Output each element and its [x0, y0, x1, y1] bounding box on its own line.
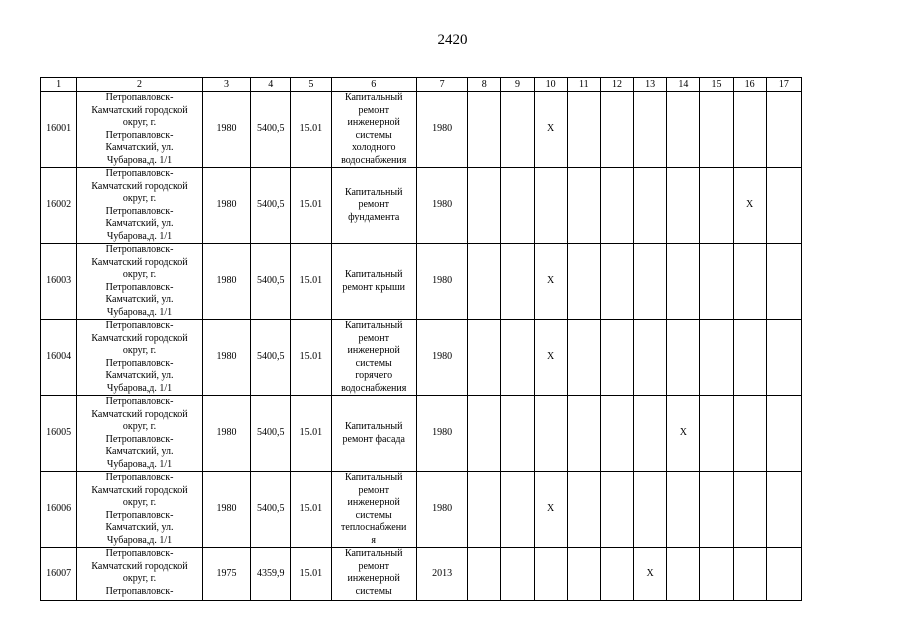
code-cell: 15.01 — [291, 396, 331, 472]
year-cell: 1980 — [416, 472, 467, 548]
work-type-cell-line: системы — [355, 357, 392, 369]
column-number-16: 16 — [733, 78, 766, 92]
empty-cell-col-13 — [634, 244, 667, 320]
empty-cell-col-13 — [634, 396, 667, 472]
code-cell: 15.01 — [291, 320, 331, 396]
address-cell-line: Петропавловск- — [105, 433, 174, 445]
year-built-cell: 1980 — [202, 396, 250, 472]
empty-cell-col-14 — [667, 472, 700, 548]
work-type-cell-line: фундамента — [348, 211, 400, 223]
code-cell: 15.01 — [291, 168, 331, 244]
area-cell: 5400,5 — [251, 92, 291, 168]
page-number: 2420 — [437, 32, 468, 48]
address-cell — [77, 472, 203, 548]
address-cell-line: Петропавловск- — [105, 320, 174, 331]
empty-cell-col-15 — [700, 472, 733, 548]
address-cell-line: Камчатский, ул. — [105, 522, 174, 533]
column-number-4: 4 — [251, 78, 291, 92]
area-cell: 5400,5 — [251, 244, 291, 320]
column-number-5: 5 — [291, 78, 331, 92]
empty-cell-col-15 — [700, 396, 733, 472]
empty-cell-col-16 — [733, 548, 766, 601]
table-row — [41, 472, 802, 548]
registry-table — [40, 77, 802, 601]
year-built-cell: 1980 — [202, 320, 250, 396]
empty-cell-col-16 — [733, 244, 766, 320]
address-cell-line: Камчатский городской — [91, 408, 188, 420]
empty-cell-col-13 — [634, 168, 667, 244]
column-number-12: 12 — [600, 78, 633, 92]
year-cell: 1980 — [416, 92, 467, 168]
area-cell: 5400,5 — [251, 472, 291, 548]
address-cell — [77, 92, 203, 168]
empty-cell-col-11 — [567, 472, 600, 548]
table-row — [41, 244, 802, 320]
empty-cell-col-12 — [600, 396, 633, 472]
empty-cell-col-12 — [600, 92, 633, 168]
address-cell-line: Петропавловск- — [105, 281, 174, 293]
empty-cell-col-14 — [667, 168, 700, 244]
work-type-cell-line: ремонт — [358, 484, 389, 496]
empty-cell-col-8 — [468, 548, 501, 601]
empty-cell-col-17 — [766, 396, 801, 472]
column-number-6: 6 — [331, 78, 416, 92]
address-cell-line: Петропавловск- — [105, 585, 174, 597]
empty-cell-col-10 — [534, 548, 567, 601]
address-cell-line: Чубарова,д. 1/1 — [106, 382, 173, 394]
mark-cell-col-10: X — [534, 244, 567, 320]
empty-cell-col-8 — [468, 396, 501, 472]
empty-cell-col-8 — [468, 244, 501, 320]
work-type-cell — [331, 548, 416, 601]
address-cell — [77, 396, 203, 472]
empty-cell-col-17 — [766, 548, 801, 601]
address-cell-line: Камчатский, ул. — [105, 218, 174, 229]
empty-cell-col-16 — [733, 396, 766, 472]
column-number-14: 14 — [667, 78, 700, 92]
work-type-cell-line: ремонт крыши — [342, 281, 406, 293]
empty-cell-col-13 — [634, 320, 667, 396]
empty-cell-col-16 — [733, 472, 766, 548]
address-cell-line: округ, г. — [122, 117, 157, 128]
code-cell: 15.01 — [291, 548, 331, 601]
record-id-cell: 16007 — [41, 548, 77, 601]
address-cell-line: Петропавловск- — [105, 357, 174, 369]
empty-cell-col-15 — [700, 320, 733, 396]
empty-cell-col-11 — [567, 92, 600, 168]
work-type-cell-line: водоснабжения — [341, 154, 407, 166]
work-type-cell-line: системы — [355, 129, 392, 141]
column-number-1: 1 — [41, 78, 77, 92]
work-type-cell — [331, 320, 416, 396]
empty-cell-col-10 — [534, 396, 567, 472]
work-type-cell — [331, 396, 416, 472]
address-cell-line: Камчатский городской — [91, 180, 188, 192]
column-number-2: 2 — [77, 78, 203, 92]
empty-cell-col-14 — [667, 92, 700, 168]
work-type-cell-line: холодного — [351, 142, 396, 153]
empty-cell-col-13 — [634, 92, 667, 168]
column-number-8: 8 — [468, 78, 501, 92]
column-number-13: 13 — [634, 78, 667, 92]
empty-cell-col-15 — [700, 168, 733, 244]
work-type-cell-line: ремонт — [358, 560, 389, 572]
code-cell: 15.01 — [291, 472, 331, 548]
address-cell-line: Чубарова,д. 1/1 — [106, 154, 173, 166]
mark-cell-col-10: X — [534, 92, 567, 168]
year-cell: 1980 — [416, 320, 467, 396]
empty-cell-col-17 — [766, 244, 801, 320]
address-cell-line: округ, г. — [122, 269, 157, 280]
work-type-cell — [331, 168, 416, 244]
work-type-cell-line: Капитальный — [344, 421, 403, 432]
year-built-cell: 1980 — [202, 472, 250, 548]
address-cell-line: Чубарова,д. 1/1 — [106, 306, 173, 318]
empty-cell-col-12 — [600, 244, 633, 320]
address-cell-line: Камчатский городской — [91, 560, 188, 572]
address-cell-line: Камчатский, ул. — [105, 142, 174, 153]
empty-cell-col-11 — [567, 548, 600, 601]
empty-cell-col-12 — [600, 320, 633, 396]
mark-cell-col-14: X — [667, 396, 700, 472]
table-row — [41, 320, 802, 396]
empty-cell-col-12 — [600, 168, 633, 244]
column-number-9: 9 — [501, 78, 534, 92]
mark-cell-col-16: X — [733, 168, 766, 244]
address-cell — [77, 168, 203, 244]
empty-cell-col-9 — [501, 320, 534, 396]
empty-cell-col-8 — [468, 320, 501, 396]
address-cell-line: Чубарова,д. 1/1 — [106, 458, 173, 470]
record-id-cell: 16003 — [41, 244, 77, 320]
column-number-10: 10 — [534, 78, 567, 92]
address-cell-line: Петропавловск- — [105, 129, 174, 141]
year-built-cell: 1975 — [202, 548, 250, 601]
column-number-15: 15 — [700, 78, 733, 92]
address-cell-line: округ, г. — [122, 345, 157, 356]
address-cell-line: Камчатский городской — [91, 332, 188, 344]
code-cell: 15.01 — [291, 244, 331, 320]
work-type-cell-line: системы — [355, 585, 392, 597]
empty-cell-col-15 — [700, 244, 733, 320]
empty-cell-col-9 — [501, 244, 534, 320]
empty-cell-col-8 — [468, 168, 501, 244]
empty-cell-col-13 — [634, 472, 667, 548]
address-cell-line: Камчатский городской — [91, 104, 188, 116]
address-cell-line: Камчатский городской — [91, 484, 188, 496]
empty-cell-col-17 — [766, 320, 801, 396]
year-cell: 1980 — [416, 396, 467, 472]
address-cell-line: округ, г. — [122, 193, 157, 204]
empty-cell-col-11 — [567, 168, 600, 244]
address-cell-line: Камчатский городской — [91, 256, 188, 268]
empty-cell-col-17 — [766, 92, 801, 168]
work-type-cell-line: Капитальный — [344, 92, 403, 103]
work-type-cell-line: инженерной — [347, 117, 400, 128]
address-cell-line: Камчатский, ул. — [105, 370, 174, 381]
work-type-cell-line: горячего — [355, 370, 393, 381]
mark-cell-col-13: X — [634, 548, 667, 601]
record-id-cell: 16006 — [41, 472, 77, 548]
table-row — [41, 92, 802, 168]
table-row — [41, 548, 802, 601]
work-type-cell — [331, 472, 416, 548]
empty-cell-col-8 — [468, 472, 501, 548]
address-cell — [77, 548, 203, 601]
address-cell — [77, 320, 203, 396]
column-number-3: 3 — [202, 78, 250, 92]
year-cell: 1980 — [416, 244, 467, 320]
work-type-cell-line: ремонт фасада — [342, 433, 405, 445]
work-type-cell-line: системы — [355, 509, 392, 521]
address-cell-line: Чубарова,д. 1/1 — [106, 534, 173, 546]
table-row — [41, 168, 802, 244]
empty-cell-col-11 — [567, 244, 600, 320]
address-cell-line: округ, г. — [122, 573, 157, 584]
empty-cell-col-11 — [567, 320, 600, 396]
work-type-cell-line: Капитальный — [344, 269, 403, 280]
address-cell-line: Петропавловск- — [105, 205, 174, 217]
work-type-cell-line: водоснабжения — [341, 382, 407, 394]
column-number-17: 17 — [766, 78, 801, 92]
area-cell: 4359,9 — [251, 548, 291, 601]
address-cell-line: Петропавловск- — [105, 472, 174, 483]
address-cell-line: Петропавловск- — [105, 92, 174, 103]
empty-cell-col-9 — [501, 472, 534, 548]
work-type-cell-line: ремонт — [358, 332, 389, 344]
address-cell-line: округ, г. — [122, 421, 157, 432]
work-type-cell-line: Капитальный — [344, 548, 403, 559]
year-cell: 1980 — [416, 168, 467, 244]
empty-cell-col-17 — [766, 472, 801, 548]
empty-cell-col-9 — [501, 396, 534, 472]
work-type-cell-line: инженерной — [347, 497, 400, 508]
empty-cell-col-14 — [667, 244, 700, 320]
empty-cell-col-9 — [501, 168, 534, 244]
empty-cell-col-17 — [766, 168, 801, 244]
area-cell: 5400,5 — [251, 168, 291, 244]
address-cell — [77, 244, 203, 320]
empty-cell-col-8 — [468, 92, 501, 168]
table-row — [41, 396, 802, 472]
column-number-row — [41, 78, 802, 92]
empty-cell-col-9 — [501, 92, 534, 168]
address-cell-line: Петропавловск- — [105, 509, 174, 521]
work-type-cell — [331, 244, 416, 320]
empty-cell-col-12 — [600, 548, 633, 601]
record-id-cell: 16005 — [41, 396, 77, 472]
work-type-cell-line: теплоснабжени — [341, 522, 407, 533]
work-type-cell-line: ремонт — [358, 104, 389, 116]
area-cell: 5400,5 — [251, 396, 291, 472]
empty-cell-col-16 — [733, 320, 766, 396]
record-id-cell: 16002 — [41, 168, 77, 244]
record-id-cell: 16004 — [41, 320, 77, 396]
address-cell-line: Камчатский, ул. — [105, 446, 174, 457]
mark-cell-col-10: X — [534, 472, 567, 548]
year-cell: 2013 — [416, 548, 467, 601]
registry-table-body — [41, 78, 802, 601]
address-cell-line: Чубарова,д. 1/1 — [106, 230, 173, 242]
empty-cell-col-9 — [501, 548, 534, 601]
work-type-cell — [331, 92, 416, 168]
work-type-cell-line: Капитальный — [344, 186, 403, 198]
work-type-cell-line: инженерной — [347, 573, 400, 584]
address-cell-line: Петропавловск- — [105, 548, 174, 559]
work-type-cell-line: Капитальный — [344, 472, 403, 483]
mark-cell-col-10: X — [534, 320, 567, 396]
area-cell: 5400,5 — [251, 320, 291, 396]
address-cell-line: Петропавловск- — [105, 244, 174, 255]
empty-cell-col-12 — [600, 472, 633, 548]
year-built-cell: 1980 — [202, 92, 250, 168]
work-type-cell-line: я — [371, 534, 377, 546]
empty-cell-col-14 — [667, 548, 700, 601]
year-built-cell: 1980 — [202, 244, 250, 320]
empty-cell-col-14 — [667, 320, 700, 396]
address-cell-line: Камчатский, ул. — [105, 294, 174, 305]
code-cell: 15.01 — [291, 92, 331, 168]
work-type-cell-line: ремонт — [358, 199, 389, 211]
address-cell-line: округ, г. — [122, 497, 157, 508]
column-number-11: 11 — [567, 78, 600, 92]
record-id-cell: 16001 — [41, 92, 77, 168]
year-built-cell: 1980 — [202, 168, 250, 244]
address-cell-line: Петропавловск- — [105, 396, 174, 407]
work-type-cell-line: Капитальный — [344, 320, 403, 331]
column-number-7: 7 — [416, 78, 467, 92]
empty-cell-col-15 — [700, 548, 733, 601]
empty-cell-col-15 — [700, 92, 733, 168]
empty-cell-col-10 — [534, 168, 567, 244]
empty-cell-col-11 — [567, 396, 600, 472]
address-cell-line: Петропавловск- — [105, 168, 174, 179]
empty-cell-col-16 — [733, 92, 766, 168]
work-type-cell-line: инженерной — [347, 345, 400, 356]
